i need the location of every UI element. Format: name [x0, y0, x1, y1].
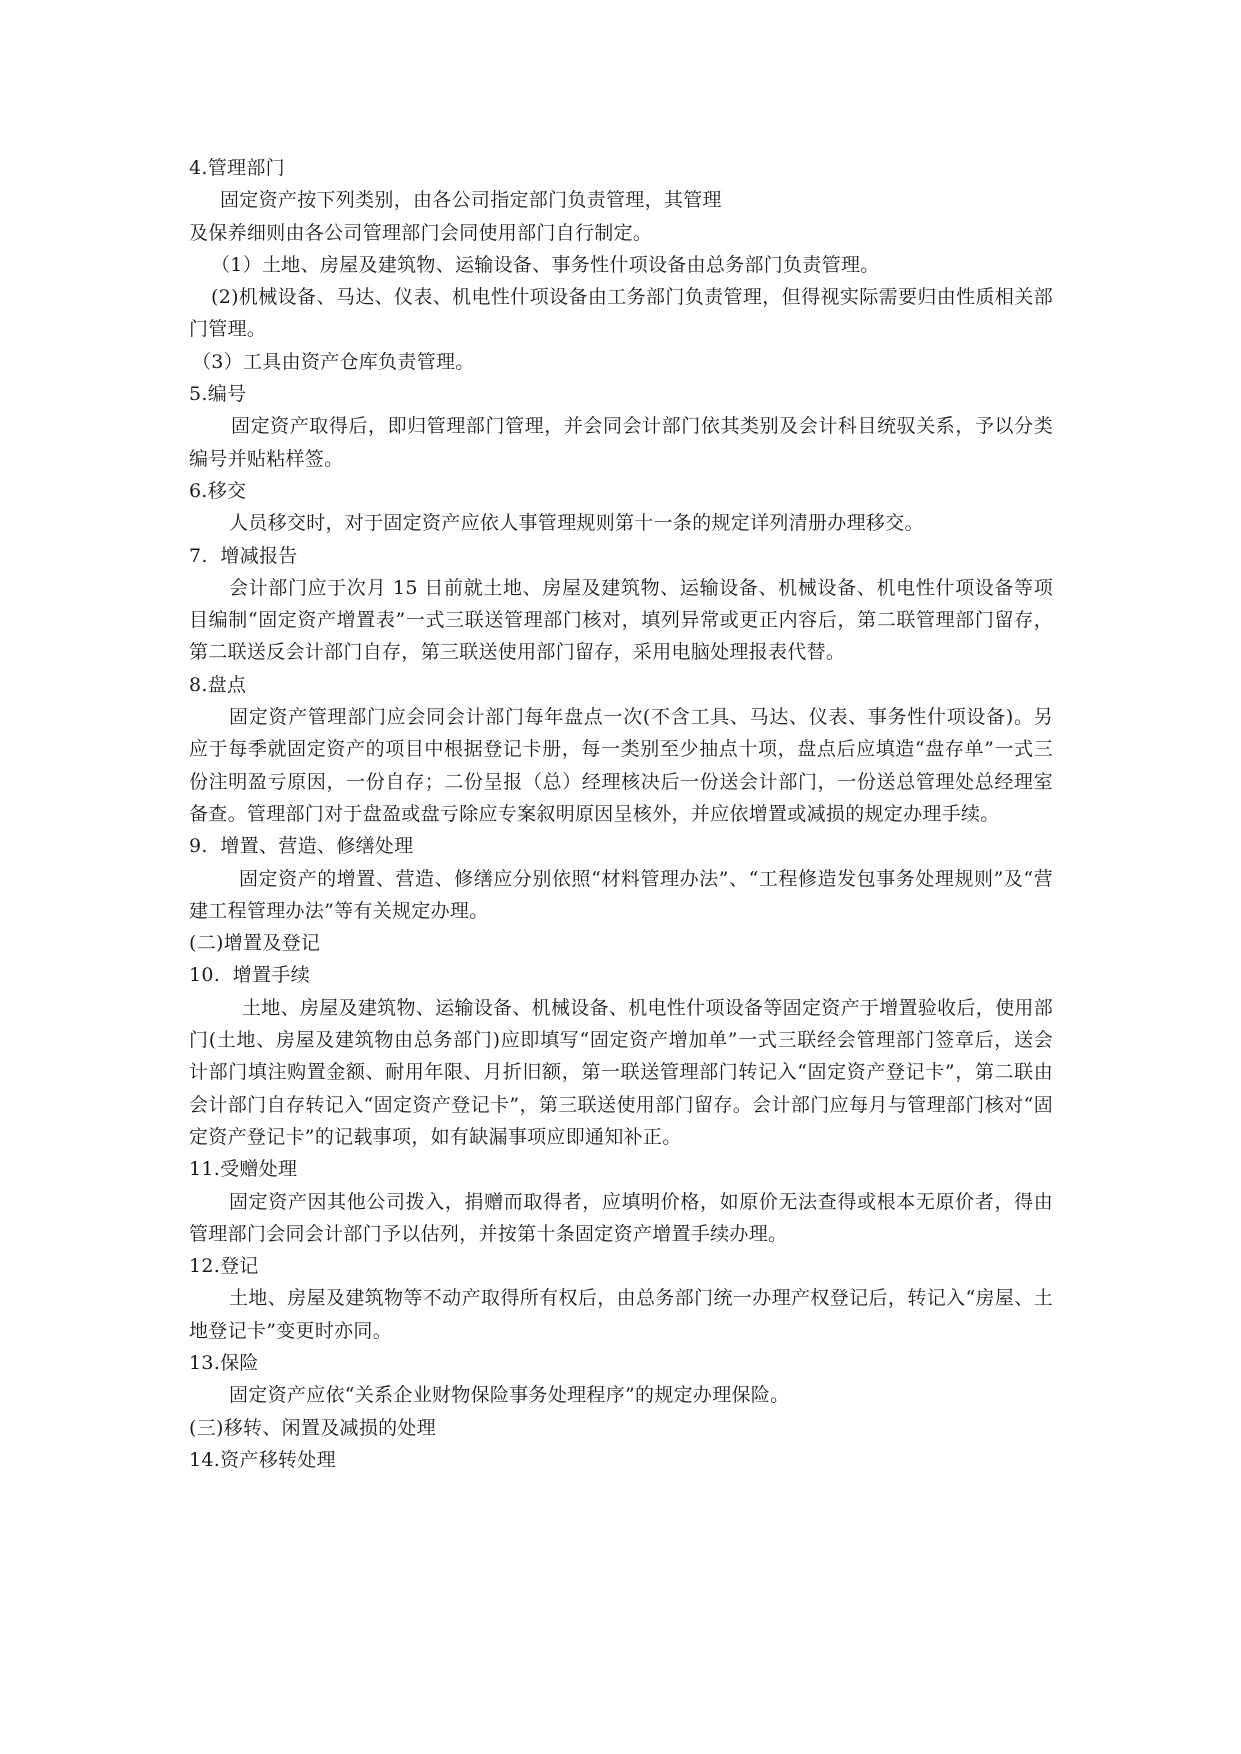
paragraph-acquisition-procedure: 土地、房屋及建筑物、运输设备、机械设备、机电性什项设备等固定资产于增置验收后，使用部门(土地、房屋及建筑物由总务部门)应即填写“固定资产增加单”一式三联经会管理部门签章后，送会计部门填注购置金额、耐用年限、月折旧额，第一联送管理部门转记入“固定资产登记卡”，第二联由会计部门自存转记入“固定资产登记卡”，第三联送使用部门留存。会计部门应每月与管理部门核对“固定资产登记卡”的记载事项，如有缺漏事项应即通知补正。 [189, 996, 1053, 1148]
list-item-2: (2)机械设备、马达、仪表、机电性什项设备由工务部门负责管理，但得视实际需要归由性质相关部门管理。 [189, 286, 1053, 341]
list-item-1: （1）土地、房屋及建筑物、运输设备、事务性什项设备由总务部门负责管理。 [211, 253, 880, 276]
heading-handover: 6.移交 [189, 479, 247, 502]
heading-acquisition-procedure: 10. 增置手续 [189, 964, 310, 987]
paragraph-inventory: 固定资产管理部门应会同会计部门每年盘点一次(不含工具、马达、仪表、事务性什项设备)。另应于每季就固定资产的项目中根据登记卡册，每一类别至少抽点十项，盘点后应填造“盘存单”一式三份注明盈亏原因，一份自存；二份呈报（总）经理核决后一份送会计部门，一份送总管理处总经理室备查。管理部门对于盘盈或盘亏除应专案叙明原因呈核外，并应依增置或减损的规定办理手续。 [189, 706, 1053, 825]
heading-numbering: 5.编号 [189, 383, 247, 406]
heading-repair-processing: 9. 增置、营造、修缮处理 [189, 835, 414, 858]
paragraph-donation: 固定资产因其他公司拨入，捐赠而取得者，应填明价格，如原价无法查得或根本无原价者，得由管理部门会同会计部门予以估列，并按第十条固定资产增置手续办理。 [189, 1190, 1053, 1245]
heading-asset-transfer: 14.资产移转处理 [189, 1448, 336, 1471]
heading-inventory: 8.盘点 [189, 673, 247, 696]
heading-change-report: 7. 增减报告 [189, 544, 298, 567]
paragraph-insurance: 固定资产应依“关系企业财物保险事务处理程序”的规定办理保险。 [229, 1384, 790, 1407]
paragraph-change-report: 会计部门应于次月 15 日前就土地、房屋及建筑物、运输设备、机械设备、机电性什项设备等项目编制“固定资产增置表”一式三联送管理部门核对，填列异常或更正内容后，第二联管理部门留存，第二联送反会计部门自存，第三联送使用部门留存，采用电脑处理报表代替。 [189, 576, 1053, 664]
paragraph-management-line-2: 及保养细则由各公司管理部门会同使用部门自行制定。 [189, 221, 653, 244]
heading-registration: 12.登记 [189, 1255, 259, 1278]
paragraph-numbering: 固定资产取得后，即归管理部门管理，并会同会计部门依其类别及会计科目统驭关系，予以分类编号并贴粘样签。 [189, 415, 1053, 470]
heading-donation: 11.受赠处理 [189, 1158, 298, 1181]
paragraph-registration: 土地、房屋及建筑物等不动产取得所有权后，由总务部门统一办理产权登记后，转记入“房屋、土地登记卡”变更时亦同。 [189, 1287, 1053, 1342]
heading-insurance: 13.保险 [189, 1351, 259, 1374]
paragraph-handover: 人员移交时，对于固定资产应依人事管理规则第十一条的规定详列清册办理移交。 [229, 512, 924, 535]
paragraph-management-line-1: 固定资产按下列类别，由各公司指定部门负责管理，其管理 [220, 189, 722, 212]
heading-management-department: 4.管理部门 [189, 157, 285, 179]
document-body [189, 152, 1053, 1476]
paragraph-repair-processing: 固定资产的增置、营造、修缮应分别依照“材料管理办法”、“工程修造发包事务处理规则”及“营建工程管理办法”等有关规定办理。 [189, 867, 1053, 922]
list-item-3: （3）工具由资产仓库负责管理。 [192, 350, 475, 373]
section-heading-transfer: (三)移转、闲置及减损的处理 [189, 1416, 437, 1439]
section-heading-acquisition: (二)增置及登记 [189, 932, 321, 955]
